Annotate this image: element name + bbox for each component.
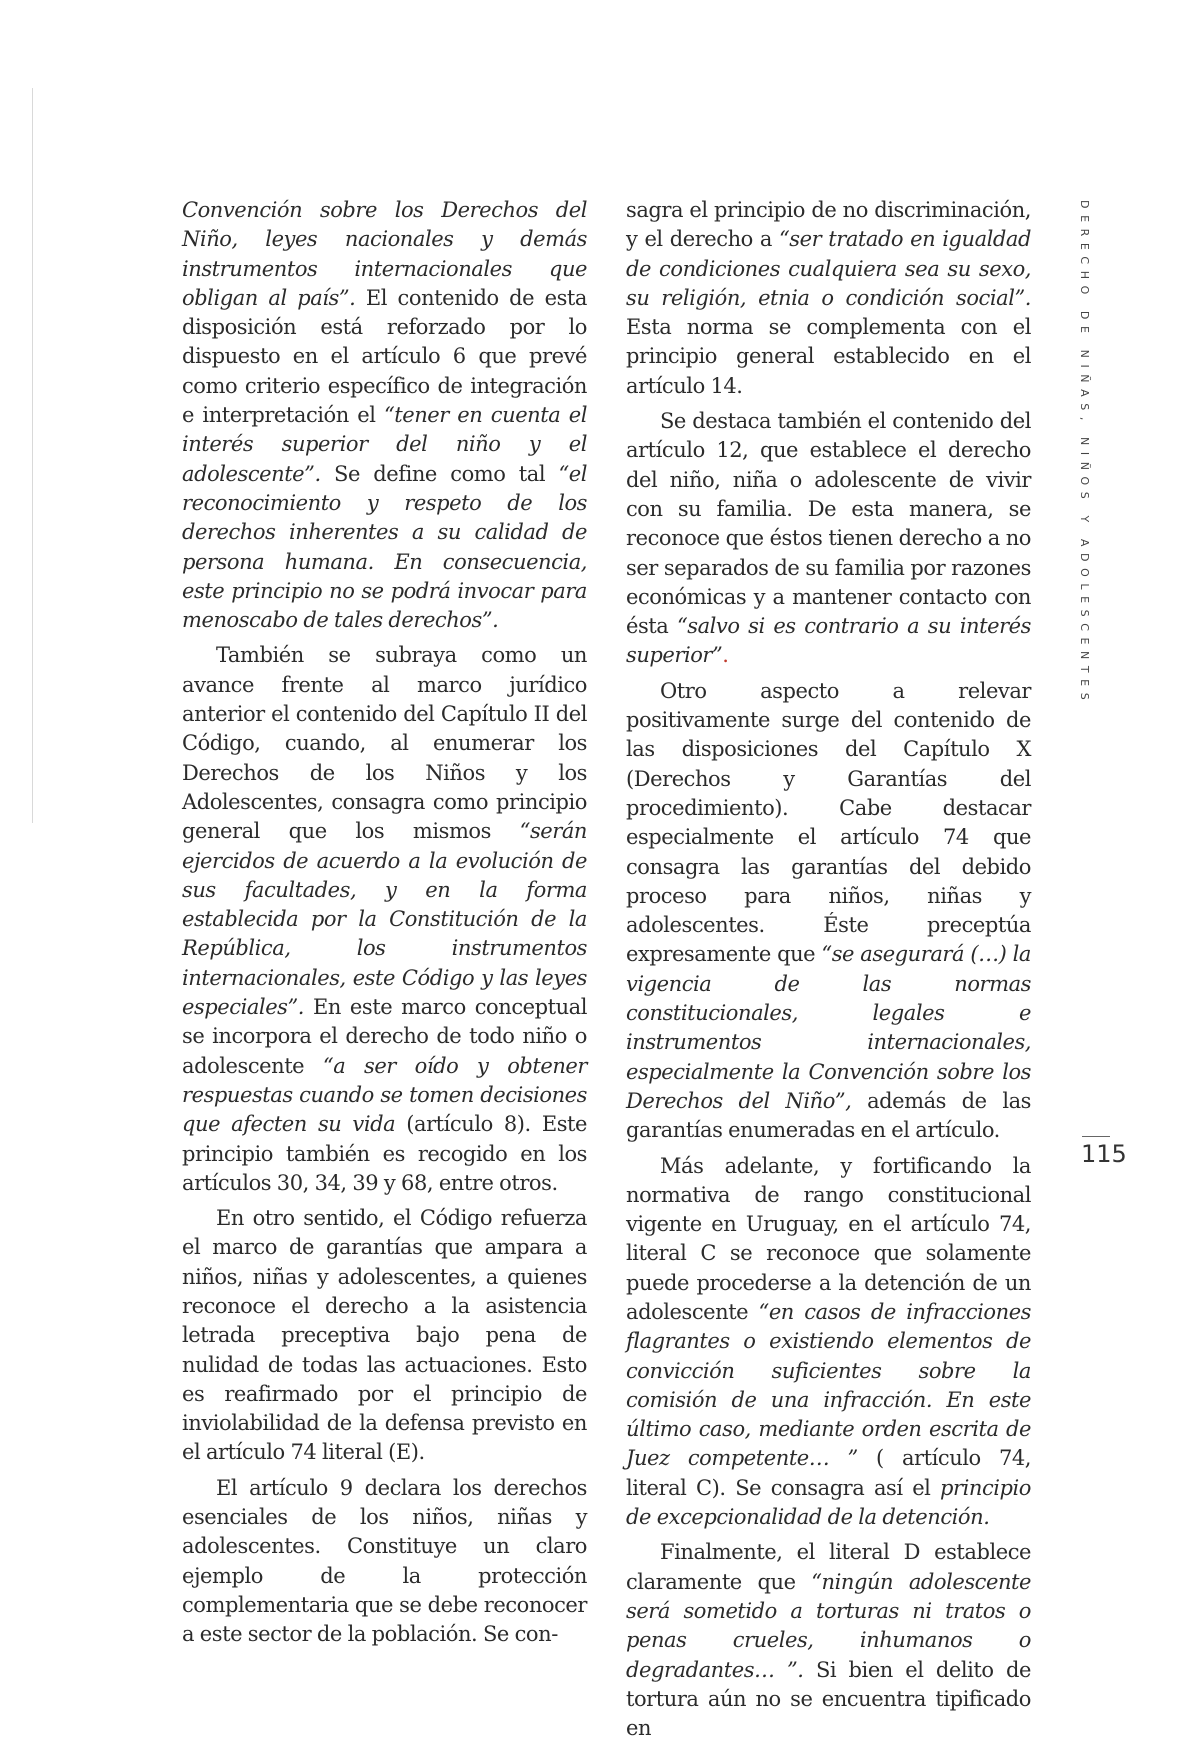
quote: “serán ejercidos de acuerdo a la evolución de sus facultades, y en la forma establecida por la Constitución de la República, los instrumentos internacionales, este Código y las leyes especiales”. [182,819,587,1020]
text: Si bien el delito de tortura aún no se encuentra tipificado en [626,1657,1031,1741]
quote: Convención sobre los Derechos del Niño, leyes nacionales y demás instrumentos internacionales que obligan al país”. [182,198,587,310]
margin-rule [32,88,33,823]
text: En este marco conceptual se incorpora el derecho de todo niño o adolescente [182,995,587,1078]
paragraph [626,196,1031,401]
page-number-rule [1082,1136,1110,1137]
text: Se define como tal [320,461,559,486]
paragraph [626,407,1031,671]
quote: “a ser oído y obtener respuestas cuando se tomen decisiones que afecten su vida [182,1053,587,1137]
text: sagra el principio de no discriminación, y el derecho a [626,198,1031,252]
paragraph [182,196,587,635]
quote: “ningún adolescente será sometido a torturas ni tratos o penas crueles, inhumanos o degradantes… ”. [626,1569,1031,1682]
text: En otro sentido, el Código refuerza el marco de garantías que ampara a niños, niñas y adolescentes, a quienes reconoce el derecho a la asistencia letrada preceptiva bajo pena de nulidad de todas las actuaciones. Esto es reafirmado por el principio de inviolabilidad de la defensa previsto en el artículo 74 literal (E). [182,1206,587,1465]
right-column [626,196,1031,1749]
text: El contenido de esta disposición está reforzado por lo dispuesto en el artículo 6 que prevé como criterio específico de integración e interpretación el [182,285,587,428]
text: El artículo 9 declara los derechos esenciales de los niños, niñas y adolescentes. Constituye un claro ejemplo de la protección complementaria que se debe reconocer a este sector de la población. Se con- [182,1475,587,1647]
quote: “tener en cuenta el interés superior del niño y el adolescente”. [182,403,587,486]
text: (artículo 8). Este principio también es recogido en los artículos 30, 34, 39 y 68, entre otros. [182,1112,588,1195]
quote: “en casos de infracciones flagrantes o existiendo elementos de convicción suficientes sobre la comisión de una infracción. En este último caso, mediante orden escrita de Juez competente… ” [626,1299,1032,1471]
paragraph [626,677,1031,1146]
text: además de las garantías enumeradas en el artículo. [626,1088,1032,1143]
quote: “se asegurará (…) la vigencia de las normas constitucionales, legales e instrumentos internacionales, especialmente la Convención sobre los Derechos del Niño”, [626,942,1031,1113]
paragraph [182,641,587,1198]
text: Finalmente, el literal D establece claramente que [626,1540,1031,1594]
text: Más adelante, y fortificando la normativa de rango constitucional vigente en Uruguay, en el artículo 74, literal C se reconoce que solamente puede procederse a la detención de un adolescente [626,1153,1031,1324]
text: Se destaca también el contenido del artículo 12, que establece el derecho del niño, niña o adolescente de vivir con su familia. De esta manera, se reconoce que éstos tienen derecho a no ser separados de su familia por razones económicas y a mantener contacto con ésta [626,409,1031,639]
quote: “salvo si es contrario a su interés superior” [626,614,1031,668]
page-number: 115 [1081,1140,1127,1168]
quote: “el reconocimiento y respeto de los derechos inherentes a su calidad de persona humana. En consecuencia, este principio no se podrá invocar para menoscabo de tales derechos”. [182,461,587,633]
text: Otro aspecto a relevar positivamente surge del contenido de las disposiciones del Capítulo X (Derechos y Garantías del procedimiento). Cabe destacar especialmente el artículo 74 que consagra las garantías del debido proceso para niños, niñas y adolescentes. Éste preceptúa expresamente que [626,678,1031,967]
paragraph [182,1474,587,1650]
paragraph [626,1538,1031,1743]
paragraph [182,1204,587,1468]
text: También se subraya como un avance frente al marco jurídico anterior el contenido del Capítulo II del Código, cuando, al enumerar los Derechos de los Niños y los Adolescentes, consagra como principio general que los mismos [182,643,587,844]
quote: “ser tratado en igualdad de condiciones cualquiera sea su sexo, su religión, etnia o condición social”. [626,227,1031,310]
running-head: DERECHO DE NIÑAS, NIÑOS Y ADOLESCENTES [1078,200,1091,707]
paragraph [626,1152,1031,1533]
text: . [722,643,729,668]
text: Esta norma se complementa con el principio general establecido en el artículo 14. [626,315,1031,398]
left-column [182,196,587,1656]
text: ( artículo 74, literal C). Se consagra así el [626,1446,1031,1500]
quote: principio de excepcionalidad de la detención. [626,1475,1031,1530]
